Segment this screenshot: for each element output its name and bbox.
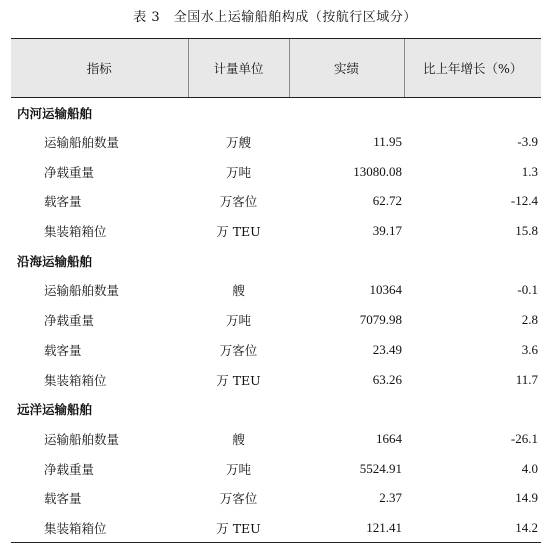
table-row bbox=[11, 454, 541, 484]
row-unit: 万艘 bbox=[225, 135, 251, 151]
table-row bbox=[11, 216, 541, 246]
row-actual: 13080.08 bbox=[353, 163, 402, 179]
row-actual: 10364 bbox=[369, 282, 402, 298]
row-change: -3.9 bbox=[517, 134, 538, 150]
table-row bbox=[11, 127, 541, 157]
group-row-coastal bbox=[11, 246, 541, 276]
row-change: 15.8 bbox=[515, 223, 538, 239]
header-row bbox=[11, 39, 541, 98]
group-row-inland bbox=[11, 98, 541, 128]
row-unit: 万 TEU bbox=[216, 224, 261, 240]
row-change: -0.1 bbox=[517, 282, 538, 298]
header-indicator: 指标 bbox=[11, 39, 188, 98]
header-actual: 实绩 bbox=[289, 39, 404, 98]
row-unit: 万吨 bbox=[225, 313, 251, 329]
table-title: 表 3 全国水上运输船舶构成（按航行区域分） bbox=[133, 10, 417, 25]
table-row bbox=[11, 305, 541, 335]
row-change: 14.9 bbox=[515, 490, 538, 506]
row-actual: 7079.98 bbox=[359, 312, 402, 328]
group-row-ocean bbox=[11, 394, 541, 424]
table-row bbox=[11, 365, 541, 395]
row-name: 运输船舶数量 bbox=[44, 431, 120, 447]
table-row bbox=[11, 513, 541, 543]
row-change: 3.6 bbox=[521, 341, 538, 357]
row-unit: 万客位 bbox=[219, 194, 258, 210]
row-actual: 1664 bbox=[376, 430, 402, 446]
table-row bbox=[11, 187, 541, 217]
row-unit: 万客位 bbox=[219, 342, 258, 358]
row-change: 1.3 bbox=[521, 163, 538, 179]
row-change: 4.0 bbox=[521, 460, 538, 476]
group-label: 内河运输船舶 bbox=[17, 105, 93, 121]
row-name: 运输船舶数量 bbox=[44, 283, 120, 299]
row-unit: 艘 bbox=[232, 283, 245, 299]
row-actual: 39.17 bbox=[372, 223, 402, 239]
group-label: 远洋运输船舶 bbox=[17, 402, 93, 418]
row-unit: 万客位 bbox=[219, 491, 258, 507]
row-name: 集装箱箱位 bbox=[11, 513, 188, 543]
row-unit: 万吨 bbox=[225, 164, 251, 180]
row-name: 净载重量 bbox=[44, 461, 95, 477]
row-actual: 11.95 bbox=[373, 134, 402, 150]
row-name: 净载重量 bbox=[44, 313, 95, 329]
row-change: -12.4 bbox=[510, 193, 538, 209]
table-row bbox=[11, 335, 541, 365]
ship-composition-table bbox=[11, 38, 541, 543]
row-name: 载客量 bbox=[44, 491, 82, 507]
row-name: 集装箱箱位 bbox=[44, 224, 107, 240]
row-name: 载客量 bbox=[44, 342, 82, 358]
row-change: 2.8 bbox=[521, 312, 538, 328]
table-row bbox=[11, 424, 541, 454]
table-row bbox=[11, 157, 541, 187]
row-actual: 63.26 bbox=[372, 371, 402, 387]
row-actual: 23.49 bbox=[372, 341, 402, 357]
row-name: 集装箱箱位 bbox=[44, 372, 107, 388]
row-unit: 万 TEU bbox=[188, 513, 289, 543]
row-change: 11.7 bbox=[515, 371, 538, 387]
header-unit: 计量单位 bbox=[188, 39, 289, 98]
row-unit: 艘 bbox=[232, 431, 245, 447]
table-row bbox=[11, 483, 541, 513]
group-label: 沿海运输船舶 bbox=[17, 253, 93, 269]
row-actual: 5524.91 bbox=[359, 460, 402, 476]
row-unit: 万 TEU bbox=[216, 372, 261, 388]
row-change: 14.2 bbox=[404, 513, 541, 543]
row-actual: 62.72 bbox=[372, 193, 402, 209]
row-unit: 万吨 bbox=[225, 461, 251, 477]
header-change: 比上年增长（%） bbox=[404, 39, 541, 98]
table-row bbox=[11, 276, 541, 306]
row-name: 载客量 bbox=[44, 194, 82, 210]
row-name: 净载重量 bbox=[44, 164, 95, 180]
row-name: 运输船舶数量 bbox=[44, 135, 120, 151]
row-change: -26.1 bbox=[510, 430, 538, 446]
row-actual: 121.41 bbox=[289, 513, 404, 543]
row-actual: 2.37 bbox=[379, 490, 402, 506]
